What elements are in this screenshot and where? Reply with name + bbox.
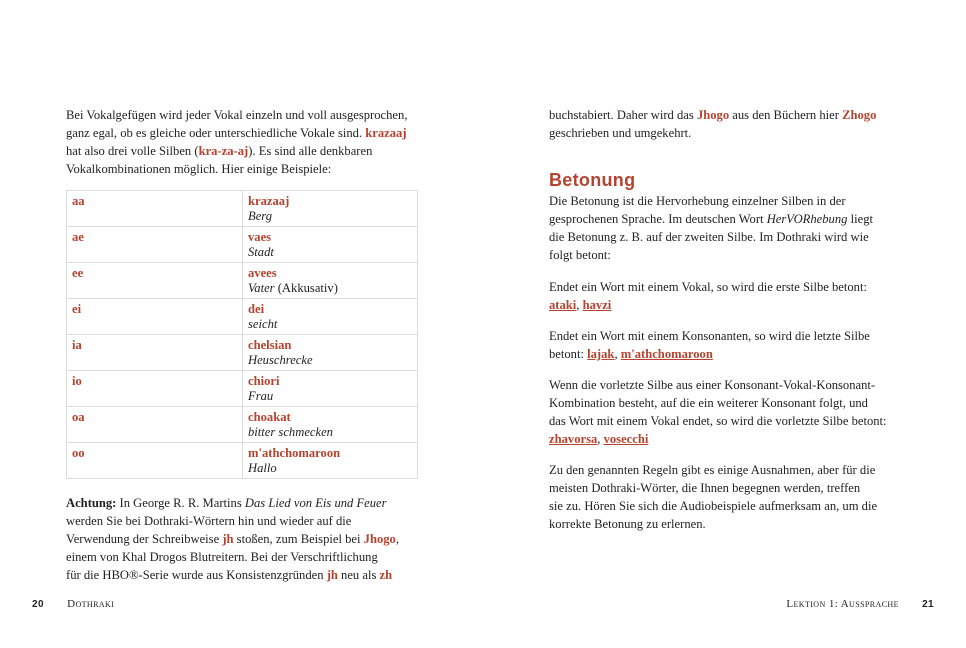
table-row (67, 299, 418, 335)
note-label: Achtung: (66, 496, 117, 510)
note-paragraph (66, 494, 418, 584)
note-text: stoßen, zum Beispiel bei (233, 532, 364, 546)
example-word: krazaaj (365, 126, 407, 140)
vowel-combo-cell (67, 335, 243, 371)
highlight-jhogo: Jhogo (696, 108, 730, 122)
highlight-jh: jh (222, 532, 234, 546)
note-text: Verwendung der Schreibweise (66, 532, 223, 546)
example-cell (243, 335, 418, 371)
vowel-table (66, 190, 418, 479)
translation-extra: (Akkusativ) (274, 281, 338, 295)
rule-cvc: Wenn die vorletzte Silbe aus einer Konsonant-Vokal-Konsonant- Kombination besteht, auf die ein weiterer Konsonant folgt, und das Wort mit einem Vokal endet, so wird die vorletzte Silbe betont: zhavorsa, vosecchi (549, 378, 887, 446)
translation: bitter schmecken (248, 425, 333, 439)
vowel-combo-cell (67, 299, 243, 335)
example-cell (243, 227, 418, 263)
table-row (67, 407, 418, 443)
stress-example: lajak (587, 347, 615, 361)
translation: Hallo (248, 461, 277, 475)
italic-example: HerVORhebung (766, 212, 848, 226)
book-title: Das Lied von Eis und Feuer (244, 496, 387, 510)
section-heading: Betonung (549, 170, 636, 190)
translation: Vater (248, 281, 275, 295)
translation-line (248, 281, 338, 295)
translation: Heuschrecke (248, 353, 313, 367)
table-row (67, 335, 418, 371)
body-text: Endet ein Wort mit einem Konsonanten, so wird die letzte Silbe (549, 329, 870, 343)
translation-line (248, 245, 274, 259)
table-row (67, 443, 418, 479)
vowel-combo-cell (67, 227, 243, 263)
body-text: Zu den genannten Regeln gibt es einige Ausnahmen, aber für die (549, 463, 876, 477)
body-text: Die Betonung ist die Hervorhebung einzelner Silben in der (549, 194, 846, 208)
right-footer (786, 598, 934, 610)
vowel-combo: ee (72, 266, 84, 280)
note-text: werden Sie bei Dothraki-Wörtern hin und wieder auf die (66, 514, 352, 528)
continuation-paragraph (549, 106, 901, 142)
table-row (67, 371, 418, 407)
translation: Frau (248, 389, 274, 403)
vowel-combo: io (72, 374, 82, 388)
intro-line: ganz egal, ob es gleiche oder unterschiedliche Vokale sind. (66, 126, 366, 140)
note-text: In George R. R. Martins (116, 496, 245, 510)
body-text: Wenn die vorletzte Silbe aus einer Konsonant-Vokal-Konsonant- (549, 378, 876, 392)
dothraki-word: krazaaj (248, 194, 290, 208)
translation-line (248, 209, 272, 223)
body-text: die Betonung z. B. auf der zweiten Silbe. Im Dothraki wird wie (549, 230, 869, 244)
intro-line: hat also drei volle Silben ( (66, 144, 199, 158)
highlight-jhogo: Jhogo (363, 532, 396, 546)
highlight-jh: jh (326, 568, 338, 582)
intro-line: Vokalkombinationen möglich. Hier einige Beispiele: (66, 162, 332, 176)
vowel-combo-cell (67, 191, 243, 227)
vowel-combo-cell (67, 371, 243, 407)
dothraki-word: choakat (248, 410, 291, 424)
body-text: das Wort mit einem Vokal endet, so wird die vorletzte Silbe betont: (549, 414, 887, 428)
dothraki-word: m'athchomaroon (248, 446, 341, 460)
running-title: Lektion 1: Aussprache (786, 598, 899, 610)
page-number: 21 (922, 599, 934, 610)
dothraki-word: dei (248, 302, 265, 316)
closing-paragraph (549, 461, 901, 533)
body-text: gesprochenen Sprache. Im deutschen Wort (549, 212, 767, 226)
table-row (67, 263, 418, 299)
right-page (483, 0, 966, 648)
translation: Berg (248, 209, 273, 223)
example-cell (243, 371, 418, 407)
body-text: sie zu. Hören Sie sich die Audiobeispiele aufmerksam an, um die (549, 499, 878, 513)
body-text: korrekte Betonung zu erlernen. (549, 517, 706, 531)
example-cell (243, 263, 418, 299)
left-footer (32, 598, 114, 610)
highlight-zh: zh (379, 568, 393, 582)
translation-line (248, 317, 277, 331)
vowel-combo: aa (72, 194, 85, 208)
body-text: aus den Büchern hier (729, 108, 843, 122)
note-text: , (395, 532, 400, 546)
syllable-example: kra-za-aj (198, 144, 249, 158)
translation-line (248, 353, 313, 367)
note-text: einem von Khal Drogos Blutreitern. Bei der Verschriftlichung (66, 550, 378, 564)
body-text: meisten Dothraki-Wörter, die Ihnen begegnen werden, treffen (549, 481, 861, 495)
intro-paragraph (66, 106, 418, 178)
body-text: buchstabiert. Daher wird das (549, 108, 697, 122)
body-text: Kombination besteht, auf die ein weiterer Konsonant folgt, und (549, 396, 868, 410)
intro-line: Bei Vokalgefügen wird jeder Vokal einzeln und voll ausgesprochen, (66, 108, 408, 122)
dothraki-word: chiori (248, 374, 280, 388)
translation-line (248, 461, 277, 475)
vowel-combo: ae (72, 230, 84, 244)
note-text: für die HBO®-Serie wurde aus Konsistenzgründen (66, 568, 327, 582)
translation: Stadt (248, 245, 274, 259)
vowel-combo-cell (67, 407, 243, 443)
stress-example: vosecchi (603, 432, 649, 446)
rule-vowel: Endet ein Wort mit einem Vokal, so wird die erste Silbe betont: ataki, havzi (549, 280, 867, 312)
vowel-combo: oa (72, 410, 85, 424)
vowel-combo: ei (72, 302, 82, 316)
running-title: Dothraki (67, 598, 115, 610)
stress-example: ataki (549, 298, 577, 312)
stress-example: zhavorsa (549, 432, 598, 446)
stress-example: m'athchomaroon (620, 347, 713, 361)
dothraki-word: vaes (248, 230, 272, 244)
note-text: neu als (337, 568, 380, 582)
vowel-combo-cell (67, 263, 243, 299)
table-row (67, 191, 418, 227)
example-cell (243, 191, 418, 227)
vowel-combo: ia (72, 338, 82, 352)
example-cell (243, 299, 418, 335)
table-row (67, 227, 418, 263)
highlight-zhogo: Zhogo (842, 108, 877, 122)
translation: seicht (248, 317, 278, 331)
example-cell (243, 407, 418, 443)
translation-line (248, 389, 273, 403)
dothraki-word: avees (248, 266, 277, 280)
body-text: folgt betont: (549, 248, 611, 262)
vowel-combo: oo (72, 446, 85, 460)
body-text: geschrieben und umgekehrt. (549, 126, 692, 140)
body-text: liegt (847, 212, 873, 226)
betonung-intro (549, 192, 901, 264)
rule-consonant: Endet ein Wort mit einem Konsonanten, so wird die letzte Silbe betont: lajak, m'athchomaroon (549, 329, 870, 361)
dothraki-word: chelsian (248, 338, 292, 352)
vowel-combo-cell (67, 443, 243, 479)
body-text: Endet ein Wort mit einem Vokal, so wird die erste Silbe betont: (549, 280, 867, 294)
stress-example: havzi (582, 298, 612, 312)
intro-line: ). Es sind alle denkbaren (248, 144, 373, 158)
body-text: betont: (549, 347, 588, 361)
translation-line (248, 425, 333, 439)
example-cell (243, 443, 418, 479)
page-number: 20 (32, 599, 44, 610)
